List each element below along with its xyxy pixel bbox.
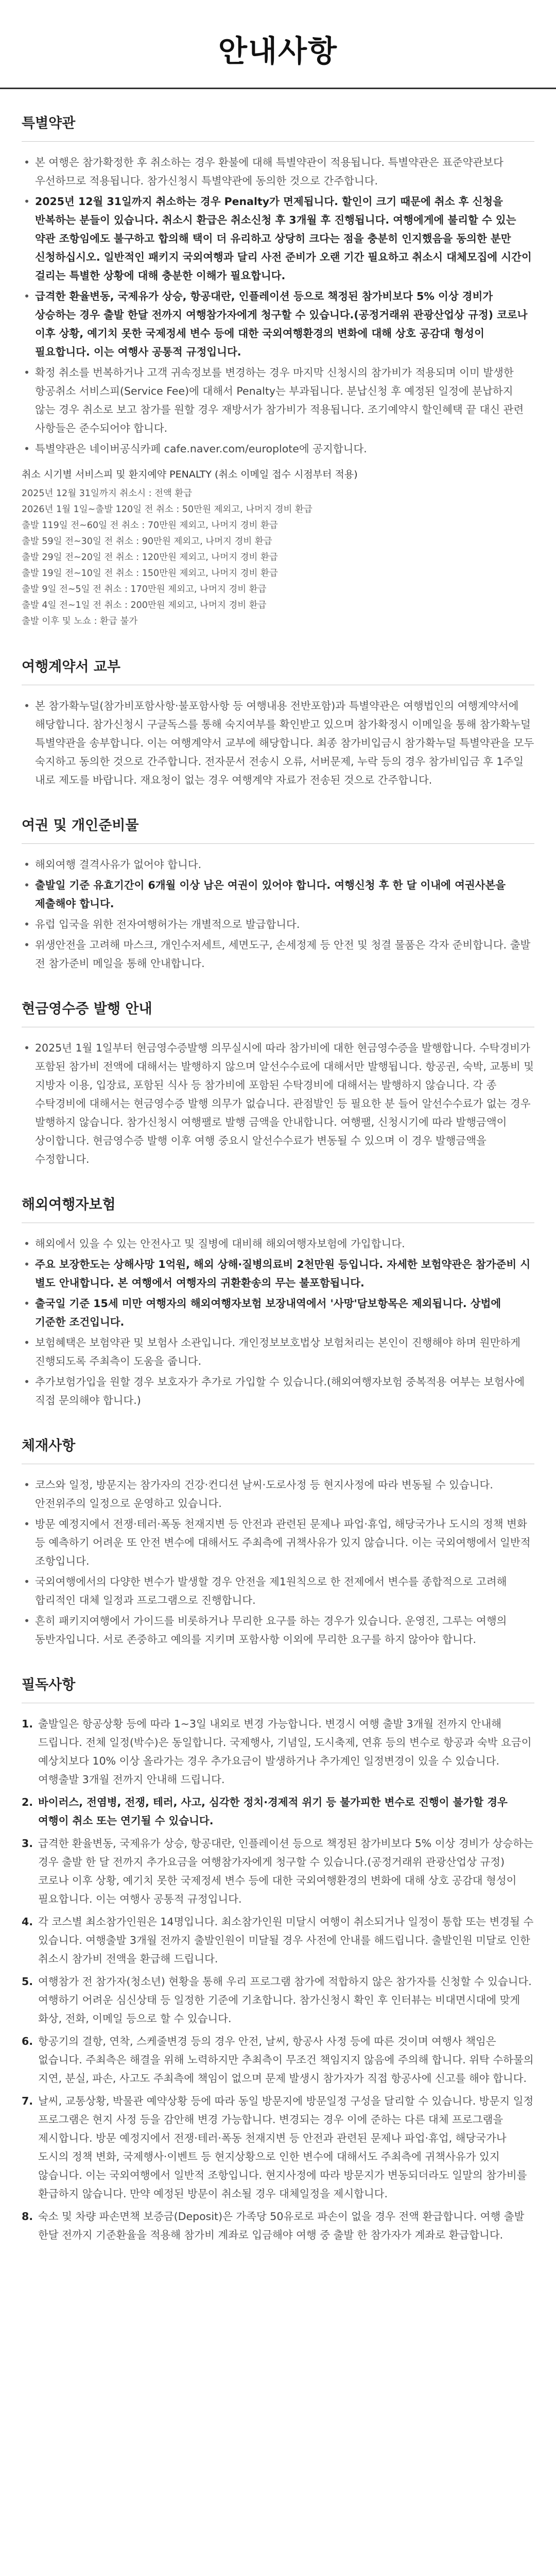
list-item: • 국외여행에서의 다양한 변수가 발생할 경우 안전을 제1원칙으로 한 전제에서 변수를 종합적으로 고려해 합리적인 대체 일정과 프로그램으로 진행합니다.: [22, 1572, 534, 1609]
item-number: 4.: [22, 1916, 33, 1928]
section-must-read: [0, 1651, 556, 2244]
cancellation-row: 출발 59일 전~30일 전 취소 : 90만원 제외고, 나머지 경비 환급: [22, 536, 272, 547]
list-item: [22, 1715, 534, 1789]
list-item: [22, 2032, 534, 2088]
cancellation-row: 2025년 12월 31일까지 취소시 : 전액 환급: [22, 488, 193, 499]
cancellation-row: 출발 9일 전~5일 전 취소 : 170만원 제외고, 나머지 경비 환급: [22, 584, 267, 595]
section-heading: 체재사항: [22, 1438, 76, 1454]
section-receipt: [0, 975, 556, 1168]
list-item: [22, 1793, 534, 1830]
list-item: • 본 여행은 참가확정한 후 취소하는 경우 환불에 대해 특별약관이 적용됩니다. 특별약관은 표준약관보다 우선하므로 적용됩니다. 참가신청시 특별약관에 동의한 것으로 간주합니다.: [22, 153, 534, 190]
list-item: [22, 1834, 534, 1908]
list-item: [22, 2092, 534, 2203]
item-text: 급격한 환율변동, 국제유가 상승, 항공대란, 인플레이션 등으로 책정된 참가비보다 5% 이상 경비가 상승하는 경우 출발 한 달 전까지 추가요금을 여행참가자에게 청구할 수 있습니다.(공정거래위 관광산업상 규정) 코로나 이후 상황, 예기치 못한 국제정세 변수 등에 대한 국외여행환경의 변화에 대해 상호 공감대 형성이 필요합니다. 이는 여행사 공통적 규정입니다.: [38, 1837, 533, 1905]
list-item: • 유럽 입국을 위한 전자여행허가는 개별적으로 발급합니다.: [22, 915, 534, 934]
item-number: 1.: [22, 1718, 33, 1730]
list-item: • 확정 취소를 번복하거나 고객 귀속정보를 변경하는 경우 마지막 신청시의 참가비가 적용되며 이미 발생한 항공취소 서비스피(Service Fee)에 대해서 Penalty는 부과됩니다. 분납신청 후 예정된 일정에 분납하지 않는 경우 취소로 보고 참가를 원할 경우 재방서가 참가비가 적용됩니다. 조기예약시 할인혜택 끝 대신 관련 사항들은 준수되어야 합니다.: [22, 363, 534, 437]
bullet-list: [22, 1039, 534, 1168]
list-item: [22, 192, 534, 285]
list-item: [22, 1294, 534, 1331]
list-item: • 해외에서 있을 수 있는 안전사고 및 질병에 대비해 해외여행자보험에 가입합니다.: [22, 1234, 534, 1253]
list-item: • 추가보험가입을 원할 경우 보호자가 추가로 가입할 수 있습니다.(해외여행자보험 중복적용 여부는 보험사에 직접 문의해야 합니다.): [22, 1372, 534, 1410]
list-item: • 해외여행 결격사유가 없어야 합니다.: [22, 855, 534, 874]
bullet-list: [22, 697, 534, 789]
section-heading: 여권 및 개인준비물: [22, 818, 139, 834]
cancellation-row: 출발 19일 전~10일 전 취소 : 150만원 제외고, 나머지 경비 환급: [22, 568, 278, 579]
numbered-list: [22, 1715, 534, 2244]
list-item: • 위생안전을 고려해 마스크, 개인수저세트, 세면도구, 손세정제 등 안전 및 청결 물품은 각자 준비합니다. 출발 전 참가준비 메일을 통해 안내합니다.: [22, 936, 534, 973]
list-item: [22, 1912, 534, 1968]
list-item: • 특별약관은 네이버공식카페 cafe.naver.com/europlote에 공지합니다.: [22, 439, 534, 458]
bullet-list: [22, 1234, 534, 1410]
bullet-list: [22, 1476, 534, 1649]
item-text: 날씨, 교통상황, 박물관 예약상황 등에 따라 동일 방문지에 방문일정 구성을 달리할 수 있습니다. 방문지 일정 프로그램은 현지 사정 등을 감안해 변경 가능합니다. 변경되는 경우 이에 준하는 다른 대체 프로그램을 제시합니다. 방문 예정지에서 전쟁·테러·폭동 천재지변 등 안전과 관련된 문제나 파업·휴업, 해당국가나 도시의 정책 변화, 국제행사·이벤트 등 현지상황으로 인한 변수에 대해서도 주최측에 귀책사유가 있지 않습니다. 이는 국외여행에서 일반적 조항입니다. 현지사정에 따라 방문지가 변동되더라도 일말의 참가비를 환급하지 않습니다. 만약 예정된 방문이 취소될 경우 대체일정을 제시합니다.: [38, 2095, 534, 2200]
list-item: [22, 876, 534, 913]
section-heading: 특별약관: [22, 115, 76, 131]
list-item: [22, 1255, 534, 1292]
list-item: • 방문 예정지에서 전쟁·테러·폭동 천재지변 등 안전과 관련된 문제나 파업·휴업, 해당국가나 도시의 정책 변화 등 예측하기 어려운 또 안전 변수에 대해서도 주최측에 귀책사유가 있지 않습니다. 이는 국외여행에서 일반적 조항입니다.: [22, 1515, 534, 1570]
item-number: 8.: [22, 2210, 33, 2223]
item-number: 2.: [22, 1796, 33, 1808]
bullet-list: [22, 855, 534, 973]
list-item: [22, 1972, 534, 2028]
item-number: 3.: [22, 1837, 33, 1850]
section-special-terms: [0, 89, 556, 630]
section-heading: 여행계약서 교부: [22, 659, 120, 675]
cancellation-row: 출발 이후 및 노쇼 : 환급 불가: [22, 616, 138, 626]
page-title: 안내사항: [218, 33, 338, 69]
list-item: • 2025년 1월 1일부터 현금영수증발행 의무실시에 따라 참가비에 대한 현금영수증을 발행합니다. 수탁경비가 포함된 참가비 전액에 대해서는 발행하지 않으며 알선수수료에 대해서만 발행됩니다. 항공권, 숙박, 교통비 및 지방자 이용, 입장료, 포함된 식사 등 참가비에 포함된 수탁경비에 대해서는 발행하지 않습니다. 각 종 수탁경비에 대해서는 현금영수증 발행 의무가 없습니다. 관점발인 등 필요한 분 들어 알선수수료가 없는 경우 발행하지 않습니다. 참가신청시 여행팰로 발행 금액을 안내합니다. 여행팰, 신청시기에 따라 발행금액이 상이합니다. 현금영수증 발행 이후 여행 중요시 알선수수료가 변동될 수 있으며 이 경우 발행금액을 수정합니다.: [22, 1039, 534, 1168]
section-contract: [0, 633, 556, 789]
bullet-list: [22, 153, 534, 458]
emphasis-text: 2025년 12월 31일까지 취소하는 경우 Penalty가 면제됩니다. 할인이 크기 때문에 취소 후 신청을 반복하는 분들이 있습니다. 취소시 환급은 취소신청 후 3개월 후 진행됩니다. 여행에게에 불리할 수 있는 약관 조항임에도 불구하고 합의해 택이 더 유리하고 상당히 크다는 점을 충분히 인지했음을 동의한 분만 신청하십시오. 일반적인 패키지 국외여행과 달리 사전 준비가 오랜 기간 필요하고 취소시 대체모집에 시간이 걸리는 특별한 상황에 대해 충분한 이해가 필요합니다.: [35, 195, 532, 282]
list-item: • 코스와 일정, 방문지는 참가자의 건강·컨디션 날씨·도로사정 등 현지사정에 따라 변동될 수 있습니다. 안전위주의 일정으로 운영하고 있습니다.: [22, 1476, 534, 1513]
section-passport: [0, 791, 556, 973]
section-heading: 현금영수증 발행 안내: [22, 1001, 152, 1017]
list-item: • 본 참가확누덜(참가비포함사항·불포함사항 등 여행내용 전반포함)과 특별약관은 여행법인의 여행계약서에 해당합니다. 참가신청시 구글독스를 통해 숙지여부를 확인받고 있으며 참가확정시 이메일을 통해 참가확누덜 특별약관을 송부합니다. 이는 여행계약서 교부에 해당합니다. 최종 참가비입금시 참가확누덜 특별약관을 모두 숙지하고 동의한 것으로 간주합니다. 전자문서 전송시 오류, 서버문제, 누락 등의 경우 참가비입금 후 1주일 내로 제도를 바랍니다. 재요청이 없는 경우 여행계약 자료가 전송된 것으로 간주합니다.: [22, 697, 534, 789]
item-text: 숙소 및 차량 파손면책 보증금(Deposit)은 가족당 50유로로 파손이 없을 경우 전액 환급합니다. 여행 출발 한달 전까지 기준환율을 적용해 참가비 계좌로 입금해야 여행 중 출발 한 참가자가 계좌로 환급합니다.: [38, 2210, 525, 2241]
emphasis-text: 출국일 기준 15세 미만 여행자의 해외여행자보험 보장내역에서 '사망'담보항목은 제외됩니다. 상법에 기준한 조건입니다.: [35, 1297, 501, 1328]
cancellation-row: 출발 29일 전~20일 전 취소 : 120만원 제외고, 나머지 경비 환급: [22, 552, 278, 563]
section-heading: 해외여행자보험: [22, 1197, 116, 1213]
emphasis-text: 주요 보장한도는 상해사망 1억원, 해외 상해·질병의료비 2천만원 등입니다. 자세한 보험약관은 참가준비 시 별도 안내합니다. 본 여행에서 여행자의 귀환환송의 무는 불포함됩니다.: [35, 1258, 531, 1289]
list-item: [22, 287, 534, 361]
item-text: 여행참가 전 참가자(청소년) 현황을 통해 우리 프로그램 참가에 적합하지 않은 참가자를 신청할 수 있습니다. 여행하기 어려운 심신상태 등 일정한 기준에 기초합니다. 참가신청시 확인 후 인터뷰는 비대면시대에 맞게 화상, 전화, 이메일 등으로 할 수 있습니다.: [38, 1975, 532, 2025]
list-item: • 보험혜택은 보험약관 및 보험사 소관입니다. 개인정보보호법상 보험처리는 본인이 진행해야 하며 원만하게 진행되도록 주최측이 도움을 줍니다.: [22, 1333, 534, 1370]
section-divider: [22, 843, 534, 844]
list-item: [22, 2207, 534, 2244]
emphasis-text: 출발일 기준 유효기간이 6개월 이상 남은 여권이 있어야 합니다. 여행신청 후 한 달 이내에 여권사본을 제출해야 합니다.: [35, 879, 506, 910]
section-heading: 필독사항: [22, 1677, 76, 1693]
section-divider: [22, 141, 534, 142]
emphasis-text: 급격한 환율변동, 국제유가 상승, 항공대란, 인플레이션 등으로 책정된 참가비보다 5% 이상 경비가 상승하는 경우 출발 한달 전까지 여행참가자에게 청구할 수 있습니다.(공정거래위 관광산업상 규정) 코로나 이후 상황, 예기치 못한 국제정세 변수 등에 대한 국외여행환경의 변화에 대해 상호 공감대 형성이 필요합니다. 이는 여행사 공통적 규정입니다.: [35, 290, 528, 358]
cancellation-schedule: [22, 466, 534, 630]
item-text: 각 코스별 최소참가인원은 14명입니다. 최소참가인원 미달시 여행이 취소되거나 일정이 통합 또는 변경될 수 있습니다. 여행출발 3개월 전까지 출발인원이 미달될 경우 사전에 안내를 해드립니다. 출발인원 미달로 인한 취소시 참가비 전액을 환급해 드립니다.: [38, 1916, 534, 1965]
item-number: 5.: [22, 1975, 33, 1988]
cancellation-row: 출발 119일 전~60일 전 취소 : 70만원 제외고, 나머지 경비 환급: [22, 520, 278, 531]
cancellation-row: 2026년 1월 1일~출발 120일 전 취소 : 50만원 제외고, 나머지 경비 환급: [22, 504, 312, 515]
item-number: 7.: [22, 2095, 33, 2107]
item-text: 바이러스, 전염병, 전쟁, 테러, 사고, 심각한 정치·경제적 위기 등 불가피한 변수로 진행이 불가할 경우 여행이 취소 또는 연기될 수 있습니다.: [38, 1796, 508, 1827]
section-stay: [0, 1412, 556, 1649]
item-text: 항공기의 결항, 연착, 스케줄변경 등의 경우 안전, 날씨, 항공사 사정 등에 따른 것이며 여행사 책임은 없습니다. 주최측은 해결을 위해 노력하지만 추최측이 무조건 책임지지 않음에 주의해 합니다. 위탁 수하물의 지연, 분실, 파손, 사고도 주최측에 책임이 없으며 문제 발생시 참가자가 직접 항공사에 신고를 해야 합니다.: [38, 2035, 534, 2084]
cancellation-row: 출발 4일 전~1일 전 취소 : 200만원 제외고, 나머지 경비 환급: [22, 600, 267, 611]
section-insurance: [0, 1171, 556, 1410]
list-item: • 흔히 패키지여행에서 가이드를 비롯하거나 무리한 요구를 하는 경우가 있습니다. 운영진, 그루는 여행의 동반자입니다. 서로 존중하고 예의를 지키며 포함사항 이외에 무리한 요구를 하지 않아야 합니다.: [22, 1612, 534, 1649]
item-text: 출발일은 항공상황 등에 따라 1~3일 내외로 변경 가능합니다. 변경시 여행 출발 3개월 전까지 안내해 드립니다. 전체 일정(박수)은 동일합니다. 국제행사, 기념일, 도시축제, 연휴 등의 변수로 항공과 숙박 요금이 예상치보다 10% 이상 올라가는 경우 추가요금이 발생하거나 추가계인 일정변경이 있을 수 있습니다. 여행출발 3개월 전까지 안내해 드립니다.: [38, 1718, 532, 1786]
cancellation-schedule-title: 취소 시기별 서비스피 및 환지예약 PENALTY (취소 이메일 접수 시점부터 적용): [22, 469, 358, 480]
item-number: 6.: [22, 2035, 33, 2047]
